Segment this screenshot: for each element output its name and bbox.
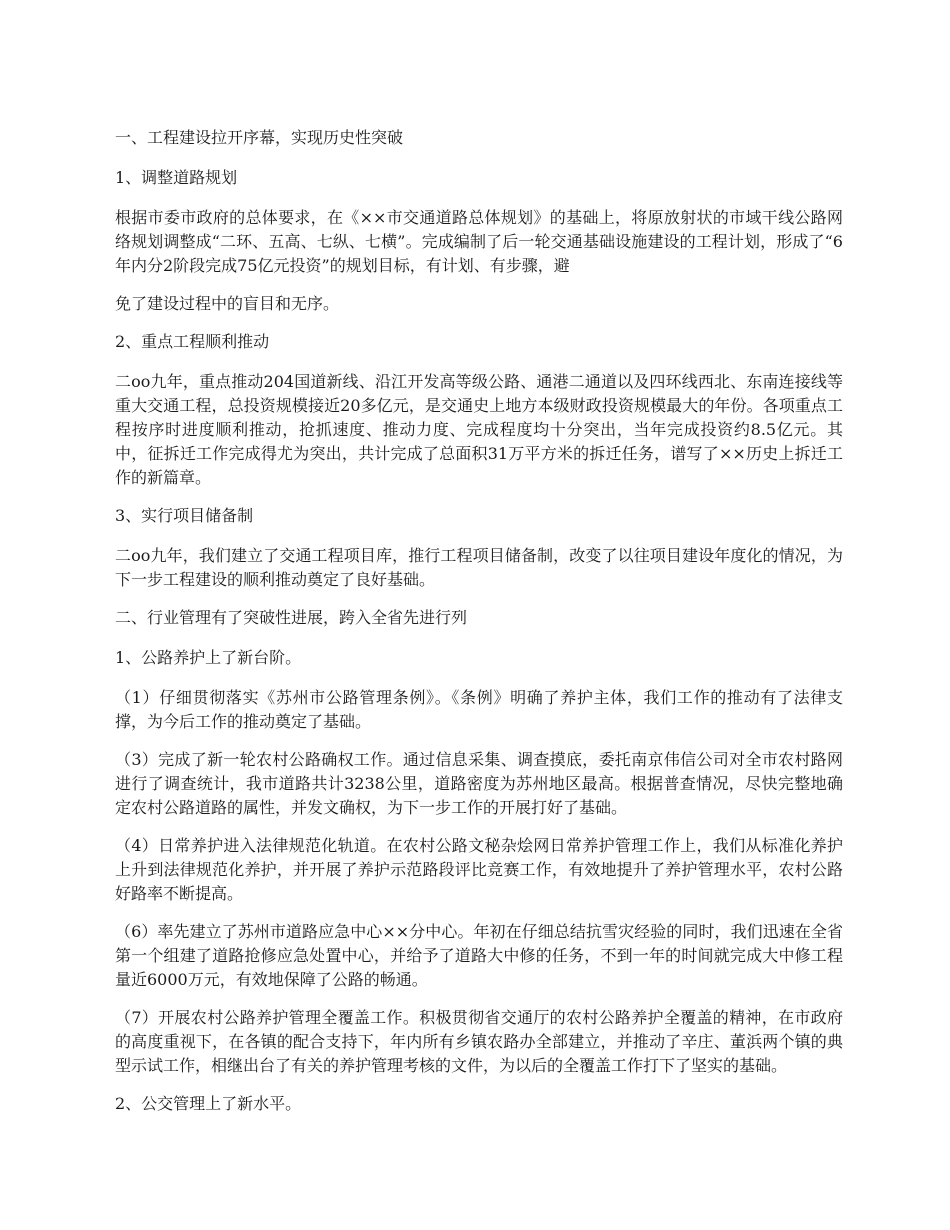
subheading-public-transit: 2、公交管理上了新水平。 (115, 1094, 302, 1113)
paragraph-project-reserve: 二oo九年，我们建立了交通工程项目库，推行工程项目储备制，改变了以往项目建设年度化的情况，为下一步工程建设的顺利推动奠定了良好基础。 (115, 546, 843, 589)
subheading-adjust-road-planning: 1、调整道路规划 (115, 168, 238, 187)
paragraph-road-planning: 根据市委市政府的总体要求，在《××市交通道路总体规划》的基础上，将原放射状的市域干线公路网络规划调整成“二环、五高、七纵、七横”。完成编制了后一轮交通基础设施建设的工程计划，形成了“6年内分2阶段完成75亿元投资”的规划目标，有计划、有步骤，避 (115, 208, 843, 275)
paragraph-key-projects: 二oo九年，重点推动204国道新线、沿江开发高等级公路、通港二通道以及四环线西北、东南连接线等重大交通工程，总投资规模接近20多亿元，是交通史上地方本级财政投资规模最大的年份。各项重点工程按序时进度顺利推动，抢抓速度、推动力度、完成程度均十分突出，当年完成投资约8.5亿元。其中，征拆迁工作完成得尤为突出，共计完成了总面积31万平方米的拆迁任务，谱写了××历史上拆迁工作的新篇章。 (115, 372, 843, 487)
subheading-project-reserve: 3、实行项目储备制 (115, 506, 254, 525)
paragraph-item-1: （1）仔细贯彻落实《苏州市公路管理条例》。《条例》明确了养护主体，我们工作的推动有了法律支撑，为今后工作的推动奠定了基础。 (115, 688, 843, 731)
paragraph-road-planning-continued: 免了建设过程中的盲目和无序。 (115, 294, 340, 313)
paragraph-item-7: （7）开展农村公路养护管理全覆盖工作。积极贯彻省交通厅的农村公路养护全覆盖的精神，在市政府的高度重视下，在各镇的配合支持下，年内所有乡镇农路办全部建立，并推动了辛庄、董浜两个镇的典型示试工作，相继出台了有关的养护管理考核的文件，为以后的全覆盖工作打下了坚实的基础。 (115, 1008, 843, 1075)
paragraph-item-6: （6）率先建立了苏州市道路应急中心××分中心。年初在仔细总结抗雪灾经验的同时，我们迅速在全省第一个组建了道路抢修应急处置中心，并给予了道路大中修的任务，不到一年的时间就完成大中修工程量近6000万元，有效地保障了公路的畅通。 (115, 922, 843, 989)
section-heading-2: 二、行业管理有了突破性进展，跨入全省先进行列 (115, 608, 468, 627)
section-heading-1: 一、工程建设拉开序幕，实现历史性突破 (115, 128, 404, 147)
document-page (115, 126, 843, 1132)
subheading-key-projects: 2、重点工程顺利推动 (115, 332, 270, 351)
subheading-road-maintenance: 1、公路养护上了新台阶。 (115, 648, 302, 667)
paragraph-item-3: （3）完成了新一轮农村公路确权工作。通过信息采集、调查摸底，委托南京伟信公司对全市农村路网进行了调查统计，我市道路共计3238公里，道路密度为苏州地区最高。根据普查情况，尽快完整地确定农村公路道路的属性，并发文确权，为下一步工作的开展打好了基础。 (115, 750, 843, 817)
paragraph-item-4: （4）日常养护进入法律规范化轨道。在农村公路文秘杂烩网日常养护管理工作上，我们从标准化养护上升到法律规范化养护，并开展了养护示范路段评比竞赛工作，有效地提升了养护管理水平，农村公路好路率不断提高。 (115, 836, 843, 903)
